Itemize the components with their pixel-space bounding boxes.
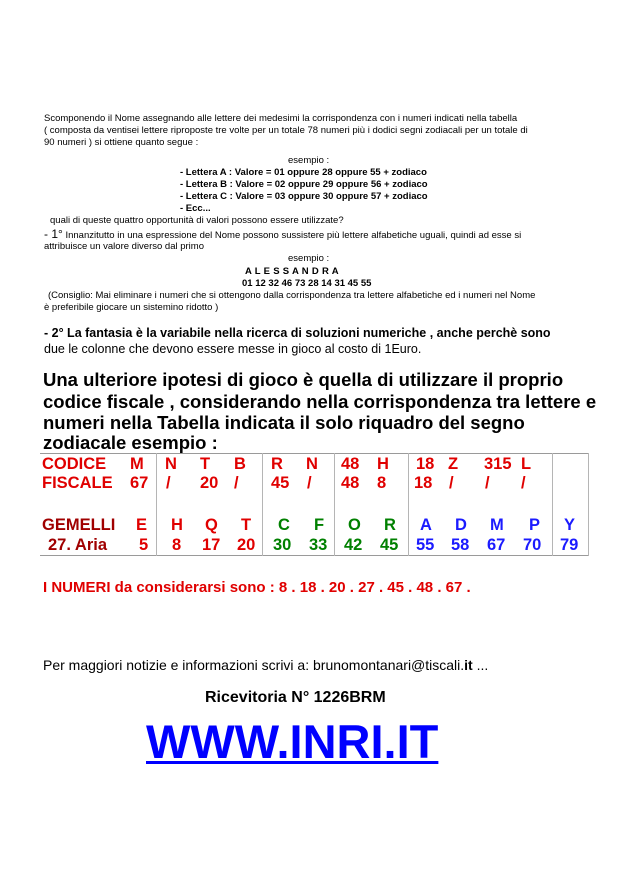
table-cell: 45	[271, 474, 290, 492]
table-cell: F	[314, 516, 325, 534]
table-cell: 70	[523, 536, 542, 554]
table-cell: 8	[172, 536, 182, 554]
table-cell: 315	[484, 455, 512, 473]
contact-domain: it	[464, 657, 473, 673]
table-cell: N	[306, 455, 318, 473]
example-label: esempio :	[288, 155, 330, 166]
table-cell: O	[348, 516, 361, 534]
question-line: quali di queste quattro opportunità di valori possono essere utilizzate?	[50, 215, 344, 226]
table-cell: T	[200, 455, 211, 473]
contact-ellipsis: ...	[472, 657, 489, 673]
point-one-text: Innanzitutto in una espressione del Nome possono sussistere più lettere alfabetiche uguali, quindi ad esse si	[62, 230, 522, 241]
example-letter-a: - Lettera A : Valore = 01 oppure 28 oppure 55 + zodiaco	[180, 167, 427, 178]
table-cell: A	[420, 516, 432, 534]
website-link[interactable]: WWW.INRI.IT	[146, 715, 439, 768]
table-cell: FISCALE	[42, 474, 113, 492]
table-cell: 27. Aria	[48, 536, 108, 554]
table-top-border	[40, 453, 588, 454]
table-cell: 8	[377, 474, 387, 492]
table-cell: P	[529, 516, 541, 534]
table-cell: /	[234, 474, 239, 492]
table-cell: Z	[448, 455, 459, 473]
table-cell: 18	[416, 455, 435, 473]
table-cell: 79	[560, 536, 579, 554]
table-cell: 17	[202, 536, 221, 554]
table-column-divider	[334, 453, 335, 556]
contact-text: Per maggiori notizie e informazioni scrivi a: brunomontanari@tiscali.	[43, 657, 465, 673]
table-cell: L	[521, 455, 532, 473]
table-cell: 67	[130, 474, 149, 492]
table-cell: C	[278, 516, 290, 534]
hypothesis-line-3: numeri nella Tabella indicata il solo riquadro del segno	[43, 412, 525, 433]
table-cell: M	[490, 516, 504, 534]
table-cell: 67	[487, 536, 506, 554]
table-column-divider	[588, 453, 589, 556]
point-two-line-1: - 2° La fantasia è la variabile nella ricerca di soluzioni numeriche , anche perchè sono	[44, 326, 551, 340]
example-letter-c: - Lettera C : Valore = 03 oppure 30 oppure 57 + zodiaco	[180, 191, 428, 202]
intro-line-1: Scomponendo il Nome assegnando alle lettere dei medesimi la corrispondenza con i numeri indicati nella tabella	[44, 113, 518, 124]
table-cell: 20	[200, 474, 219, 492]
table-cell: /	[307, 474, 312, 492]
table-cell: 48	[341, 455, 360, 473]
table-column-divider	[262, 453, 263, 556]
table-cell: 5	[139, 536, 149, 554]
point-two-line-2: due le colonne che devono essere messe in gioco al costo di 1Euro.	[44, 342, 422, 356]
intro-line-3: 90 numeri ) si ottiene quanto segue :	[44, 137, 199, 148]
table-bottom-border	[40, 555, 588, 556]
table-cell: /	[449, 474, 454, 492]
hypothesis-line-4: zodiacale esempio :	[43, 432, 218, 453]
table-cell: R	[384, 516, 396, 534]
table-cell: 33	[309, 536, 328, 554]
ricevitoria-label: Ricevitoria N° 1226BRM	[205, 689, 386, 706]
point-one-line-1	[44, 228, 521, 242]
example-ecc: - Ecc...	[180, 203, 211, 214]
table-cell: B	[234, 455, 246, 473]
numbers-summary: I NUMERI da considerarsi sono : 8 . 18 . 20 . 27 . 45 . 48 . 67 .	[43, 579, 471, 596]
table-cell: T	[241, 516, 252, 534]
intro-line-2: ( composta da ventisei lettere riproposte tre volte per un totale 78 numeri più i dodici segni zodiacali per un totale di	[44, 125, 528, 136]
table-cell: /	[166, 474, 171, 492]
table-cell: 20	[237, 536, 256, 554]
table-cell: GEMELLI	[42, 516, 116, 534]
table-cell: 48	[341, 474, 360, 492]
table-cell: /	[521, 474, 526, 492]
table-cell: 42	[344, 536, 363, 554]
table-cell: /	[485, 474, 490, 492]
name-letters: A L E S S A N D R A	[245, 266, 339, 277]
hypothesis-line-1: Una ulteriore ipotesi di gioco è quella di utilizzare il proprio	[43, 369, 564, 390]
table-cell: 18	[414, 474, 433, 492]
table-cell: 58	[451, 536, 470, 554]
table-column-divider	[408, 453, 409, 556]
table-cell: Y	[564, 516, 576, 534]
table-cell: 45	[380, 536, 399, 554]
table-cell: E	[136, 516, 148, 534]
table-column-divider	[552, 453, 553, 556]
point-one-number: - 1°	[44, 227, 63, 241]
table-cell: H	[171, 516, 183, 534]
table-cell: Q	[205, 516, 218, 534]
name-numbers: 01 12 32 46 73 28 14 31 45 55	[242, 278, 372, 289]
table-cell: 30	[273, 536, 292, 554]
consiglio-line-1: (Consiglio: Mai eliminare i numeri che si ottengono dalla corrispondenza tra lettere alfabetiche ed i numeri nel Nome	[48, 290, 536, 301]
table-cell: D	[455, 516, 467, 534]
point-one-line-2: attribuisce un valore diverso dal primo	[44, 241, 204, 252]
table-cell: H	[377, 455, 389, 473]
table-cell: CODICE	[42, 455, 107, 473]
table-cell: N	[165, 455, 177, 473]
table-cell: R	[271, 455, 283, 473]
contact-line	[43, 657, 488, 674]
example-letter-b: - Lettera B : Valore = 02 oppure 29 oppure 56 + zodiaco	[180, 179, 428, 190]
consiglio-line-2: è preferibile giocare un sistemino ridotto )	[44, 302, 219, 313]
table-column-divider	[156, 453, 157, 556]
hypothesis-line-2: codice fiscale , considerando nella corrispondenza tra lettere e	[43, 391, 597, 412]
table-cell: M	[130, 455, 144, 473]
example2-label: esempio :	[288, 253, 330, 264]
table-cell: 55	[416, 536, 435, 554]
